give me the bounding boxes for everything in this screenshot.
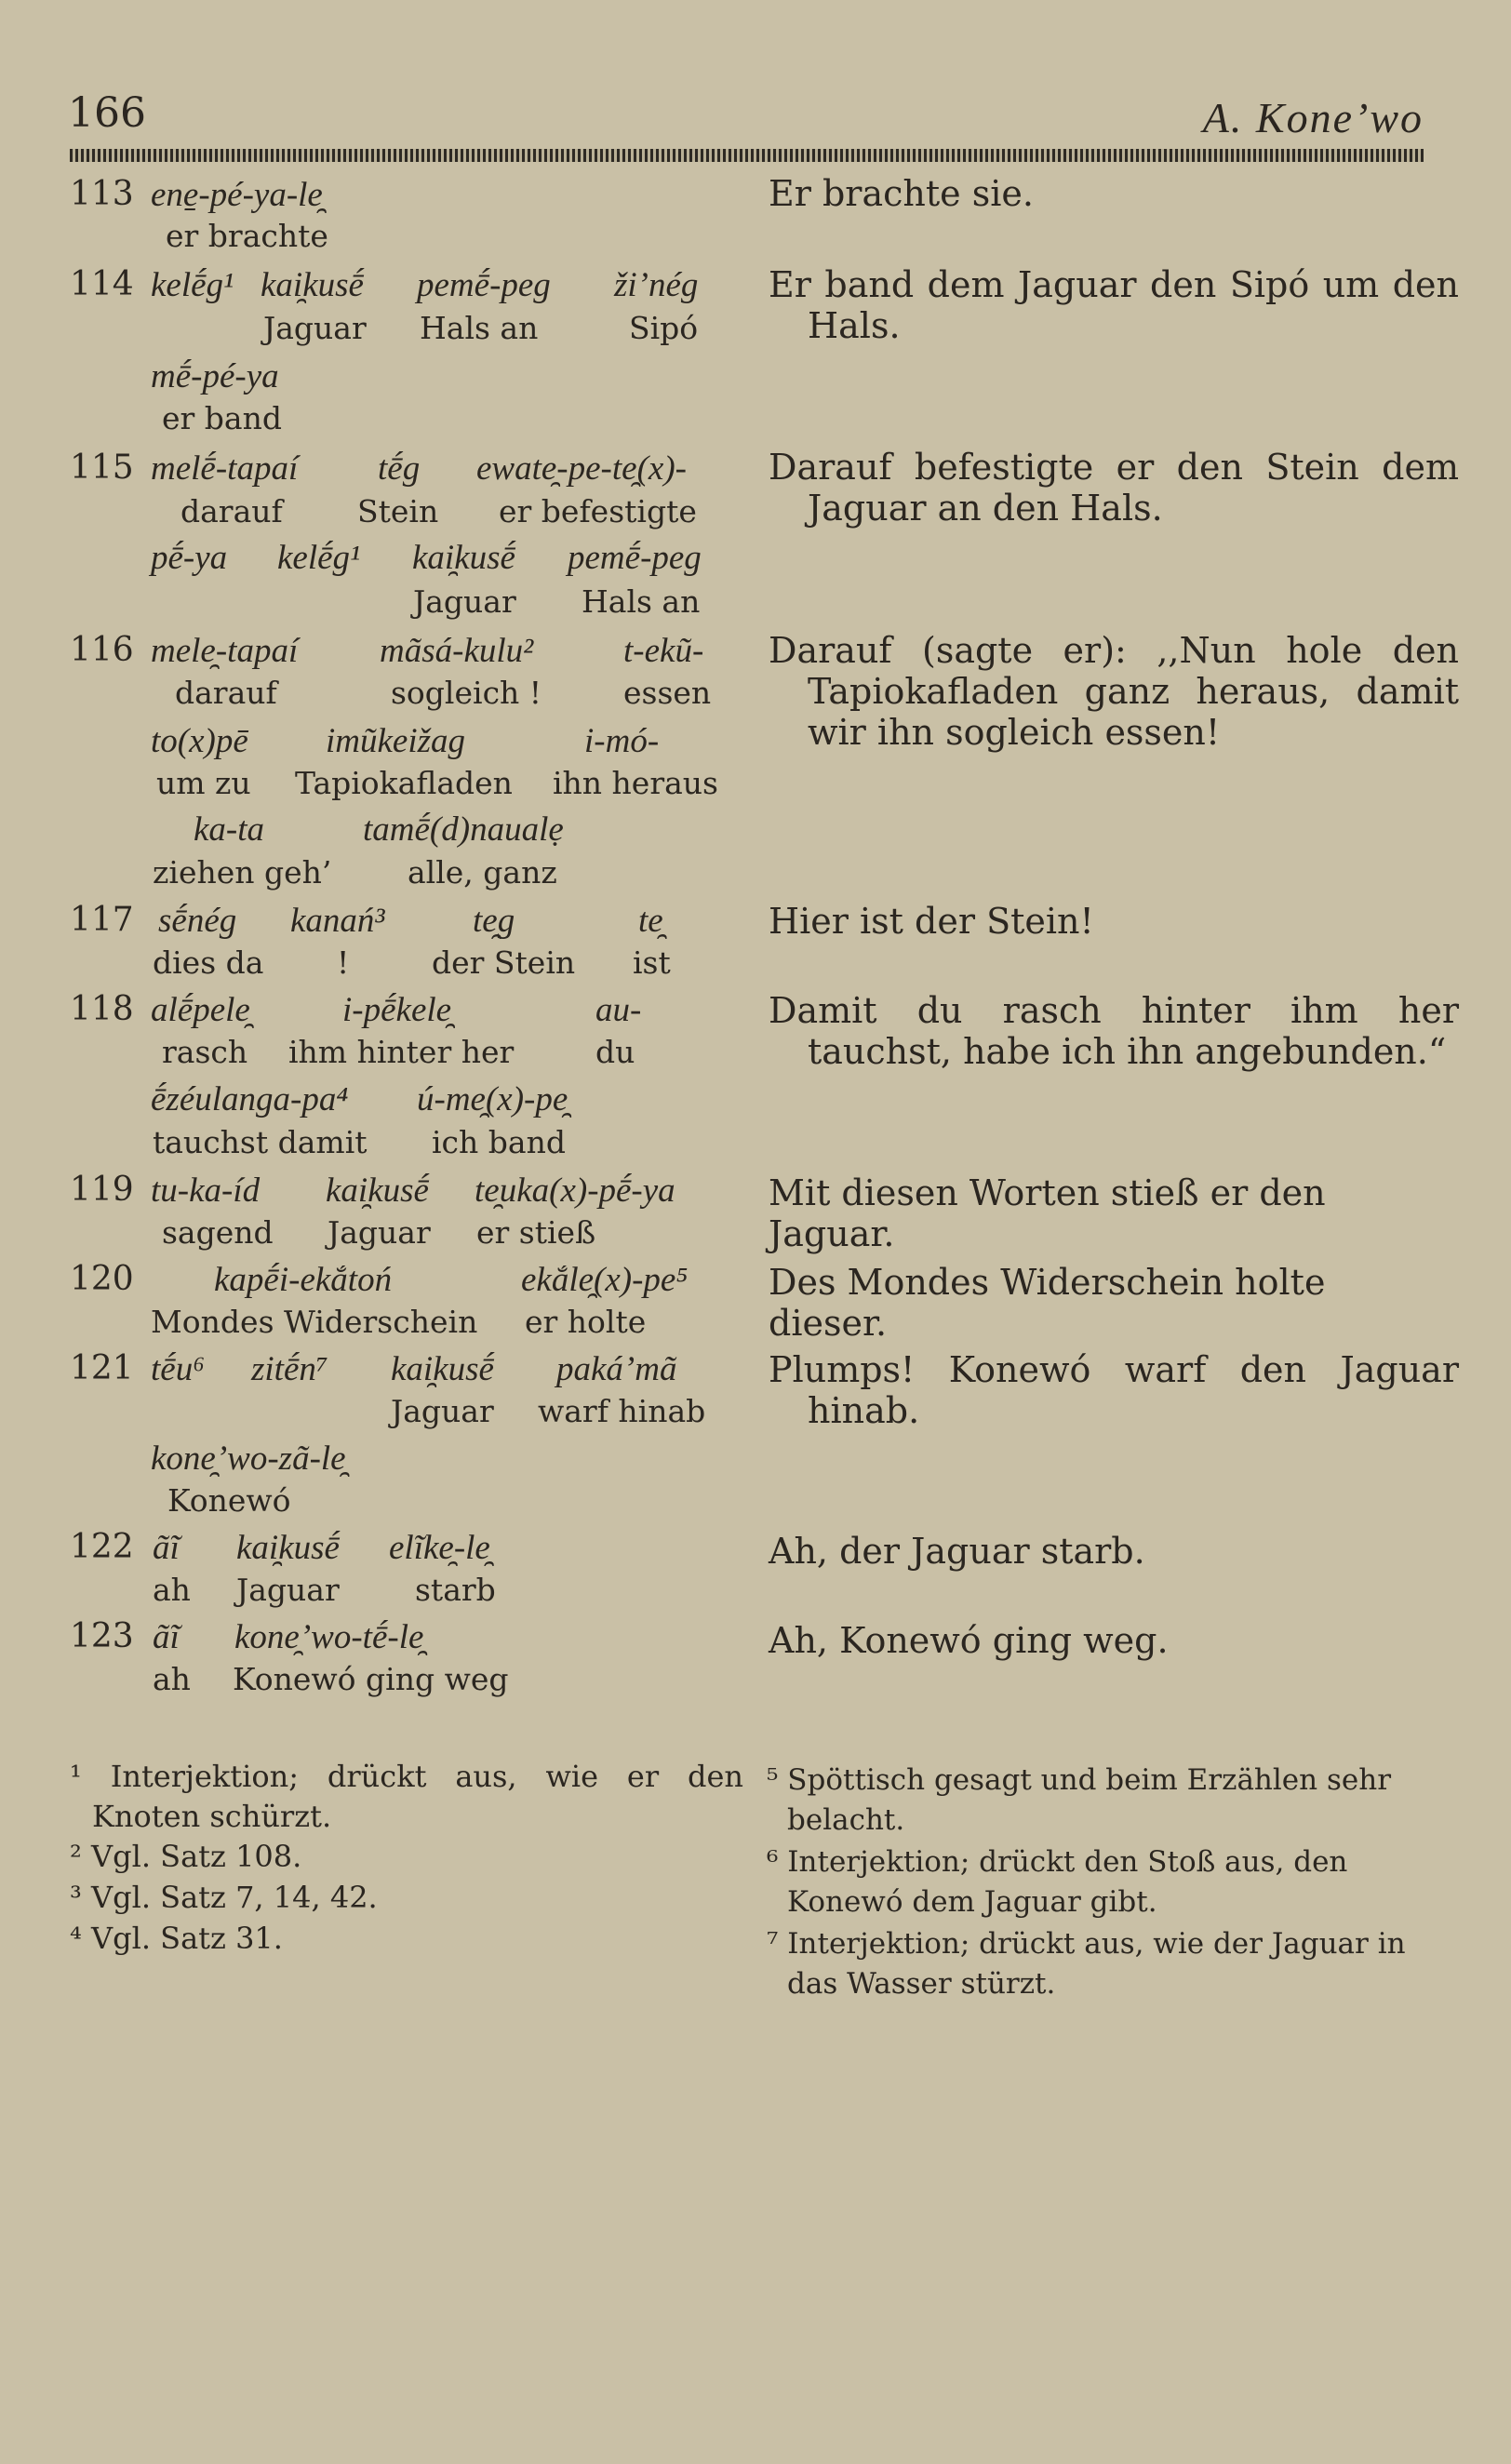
gloss: er brachte [166,218,328,254]
native-word: mele̯-tapaí [151,632,299,670]
sentence-number: 123 [70,1617,134,1655]
gloss: er stieß [476,1214,596,1251]
footnote: ¹ Interjektion; drückt aus, wie er den Knoten schürzt. [70,1759,743,1834]
gloss: Hals an [582,583,701,620]
native-word: ãĩ [153,1529,180,1567]
footnote: ⁴ Vgl. Satz 31. [70,1921,283,1956]
native-word: pemḗ-peg [568,539,702,577]
native-word: kanań³ [290,902,385,940]
native-word: t-ekũ- [623,632,704,670]
gloss: Stein [357,493,439,529]
gloss: Jaguar [236,1572,340,1608]
native-word: kelḗg¹ [151,266,234,304]
gloss: Jaguar [391,1393,494,1429]
native-word: kai̯kusḗ [236,1529,340,1567]
native-word: zitḗn⁷ [251,1350,328,1388]
header-rule [70,149,1424,162]
native-word: ãĩ [153,1618,180,1656]
sentence-number: 117 [70,901,134,939]
native-word: te̯uka(x)-pḗ-ya [475,1172,675,1210]
gloss: er band [162,400,282,436]
gloss: Konewó [167,1482,291,1519]
gloss: sagend [162,1214,274,1251]
running-head: A. Kone’wo [1202,94,1424,141]
page-number: 166 [68,89,146,137]
gloss: ich band [432,1124,566,1160]
native-word: i-mó- [584,722,660,760]
native-word: mãsá-kulu² [380,632,534,670]
native-word: ḗzéulanga-pa⁴ [151,1080,349,1118]
translation: Er band dem Jaguar den Sipó um den Hals. [769,264,1459,346]
sentence-number: 120 [70,1260,134,1298]
native-word: tḗg [378,449,421,488]
gloss: ! [337,944,350,981]
gloss: ihn heraus [553,765,718,801]
sentence-number: 114 [70,265,134,303]
translation: Damit du rasch hinter ihm her tauchst, habe ich ihn angebunden.“ [769,990,1459,1072]
sentence-number: 118 [70,990,134,1028]
gloss: ziehen geh’ [153,854,332,891]
native-word: alḗpele̯ [151,991,250,1029]
translation: Darauf (sagte er): ,,Nun hole den Tapiokafladen ganz heraus, damit wir ihn sogleich essen! [769,630,1459,753]
native-word: pemḗ-peg [417,266,551,304]
native-word: kone̯’wo-zã-le̯ [151,1440,346,1478]
native-word: au- [595,991,642,1029]
gloss: ah [153,1661,191,1697]
gloss: dies da [153,944,264,981]
gloss: du [595,1034,635,1070]
gloss: Tapiokafladen [295,765,513,801]
gloss: ihm hinter her [288,1034,515,1070]
sentence-number: 121 [70,1349,134,1387]
gloss: ah [153,1572,191,1608]
native-word: kelḗg¹ [277,539,361,577]
native-word: melḗ-tapaí [151,449,299,488]
native-word: pḗ-ya [151,539,228,577]
translation: Darauf befestigte er den Stein dem Jaguar an den Hals. [769,447,1459,529]
gloss: sogleich ! [391,675,542,711]
gloss: darauf [175,675,277,711]
sentence-number: 119 [70,1171,134,1209]
footnote: ² Vgl. Satz 108. [70,1839,302,1874]
native-word: paká’mã [556,1350,677,1388]
native-word: ka-ta [194,810,265,849]
native-word: kai̯kusḗ [412,539,515,577]
footnote: ⁶ Interjektion; drückt den Stoß aus, den Konewó dem Jaguar gibt. [767,1845,1348,1919]
gloss: um zu [156,765,251,801]
gloss: alle, ganz [408,854,557,891]
native-word: ekắle̯(x)-pe⁵ [521,1261,689,1299]
native-word: kai̯kusḗ [261,266,364,304]
gloss: Konewó ging weg [233,1661,509,1697]
gloss: Mondes Widerschein [151,1304,478,1340]
native-word: tḗu⁶ [151,1350,206,1388]
gloss: Hals an [420,310,539,346]
gloss: er befestigte [499,493,697,529]
native-word: elĩke̯-le̯ [389,1529,490,1567]
native-word: kai̯kusḗ [391,1350,494,1388]
gloss: Jaguar [263,310,367,346]
native-word: kapḗi-ekắtoń [214,1261,393,1299]
sentence-number: 113 [70,175,134,213]
gloss: darauf [181,493,283,529]
native-word: to(x)pē [151,722,248,760]
gloss: starb [415,1572,496,1608]
native-word: tamḗ(d)naualẹ [363,810,564,849]
gloss: Jaguar [413,583,516,620]
gloss: er holte [525,1304,647,1340]
native-word: te̯g [473,902,515,940]
gloss: tauchst damit [153,1124,368,1160]
translation: Des Mondes Widerschein holte dieser. [769,1262,1326,1344]
native-word: kone̯’wo-tḗ-le̯ [234,1618,424,1656]
native-word: te̯ [638,902,663,940]
translation: Hier ist der Stein! [769,901,1094,942]
native-word: tu-ka-íd [151,1172,261,1210]
translation: Mit diesen Worten stieß er den Jaguar. [769,1172,1326,1254]
sentence-number: 116 [70,631,134,669]
native-word: i-pḗkele̯ [342,991,452,1029]
native-word: mḗ-pé-ya [151,357,279,395]
footnote: ³ Vgl. Satz 7, 14, 42. [70,1880,378,1915]
native-word: sḗnég [158,902,237,940]
footnote: ⁷ Interjektion; drückt aus, wie der Jaguar in das Wasser stürzt. [767,1927,1406,2001]
translation: Er brachte sie. [769,173,1034,214]
gloss: warf hinab [538,1393,706,1429]
gloss: ist [633,944,671,981]
gloss: Sipó [629,310,699,346]
native-word: ene̱-pé-ya-le̯ [151,176,323,214]
translation: Ah, Konewó ging weg. [769,1620,1169,1661]
translation: Ah, der Jaguar starb. [769,1531,1145,1572]
sentence-number: 122 [70,1528,134,1566]
native-word: ú-me̯(x)-pe̯ [417,1080,568,1118]
translation: Plumps! Konewó warf den Jaguar hinab. [769,1349,1459,1431]
gloss: essen [623,675,712,711]
gloss: der Stein [432,944,576,981]
native-word: kai̯kusḗ [326,1172,429,1210]
native-word: imũkeižag [326,722,466,760]
gloss: Jaguar [328,1214,431,1251]
native-word: ži’nég [614,266,699,304]
native-word: ewate̯-pe-te̯(x)- [476,449,687,488]
gloss: rasch [162,1034,248,1070]
footnote: ⁵ Spöttisch gesagt und beim Erzählen sehr belacht. [767,1763,1392,1837]
sentence-number: 115 [70,449,134,487]
